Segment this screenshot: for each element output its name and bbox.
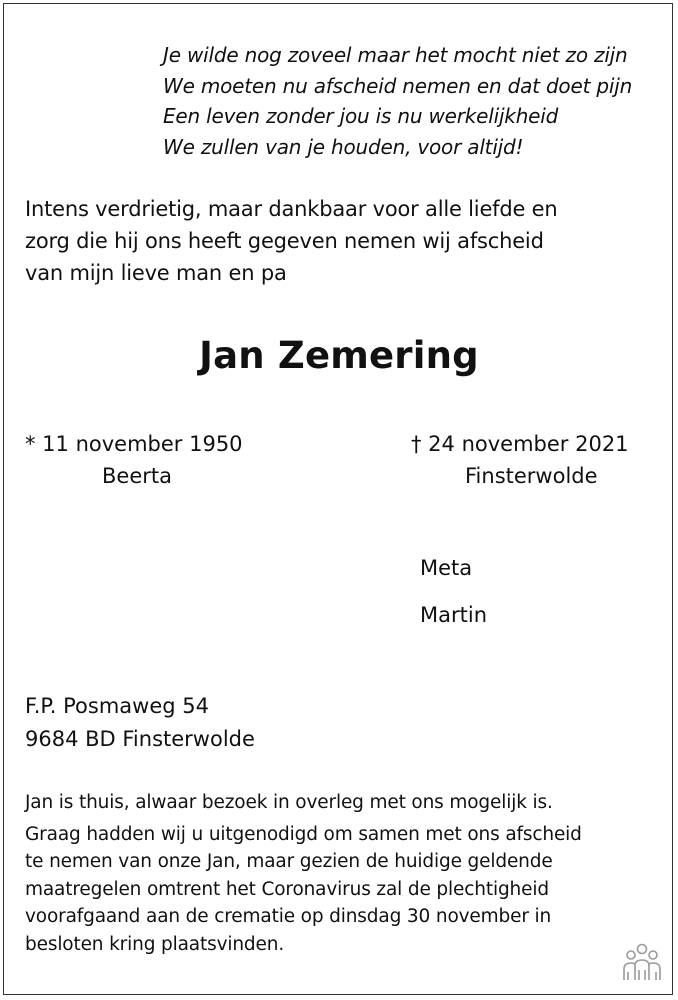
people-group-icon	[620, 942, 664, 984]
poem-line: Je wilde nog zoveel maar het mocht niet zo zijn	[163, 43, 628, 67]
poem-line: Een leven zonder jou is nu werkelijkheid	[163, 104, 559, 128]
ceremony-line: te nemen van onze Jan, maar gezien de huidige geldende	[25, 851, 553, 872]
intro-line: van mijn lieve man en pa	[25, 261, 287, 285]
relative-name: Meta	[420, 556, 473, 580]
poem-line: We zullen van je houden, voor altijd!	[163, 134, 524, 159]
ceremony-note	[25, 821, 582, 959]
address-street: F.P. Posmaweg 54	[25, 694, 209, 718]
birth-place: Beerta	[102, 464, 172, 488]
death-place: Finsterwolde	[465, 464, 598, 488]
visit-note: Jan is thuis, alwaar bezoek in overleg met ons mogelijk is.	[25, 792, 553, 813]
ceremony-line: voorafgaand aan de crematie op dinsdag 30 november in	[25, 906, 552, 927]
notes	[25, 789, 582, 958]
intro-line: Intens verdrietig, maar dankbaar voor alle liefde en	[25, 197, 558, 221]
relative-name: Martin	[420, 603, 487, 627]
birth-date: * 11 november 1950	[25, 432, 243, 456]
ceremony-line: maatregelen omtrent het Coronavirus zal de plechtigheid	[25, 878, 549, 900]
death-info	[411, 428, 629, 492]
poem	[163, 40, 632, 162]
relatives-list	[420, 553, 487, 647]
ceremony-line: besloten kring plaatsvinden.	[25, 933, 285, 955]
death-date: † 24 november 2021	[411, 432, 629, 456]
birth-info	[25, 428, 243, 492]
ceremony-line: Graag hadden wij u uitgenodigd om samen met ons afscheid	[25, 823, 582, 845]
poem-line: We moeten nu afscheid nemen en dat doet pijn	[163, 73, 633, 98]
intro-text	[25, 193, 558, 289]
address-postal-city: 9684 BD Finsterwolde	[25, 727, 255, 751]
address	[25, 690, 255, 756]
deceased-name: Jan Zemering	[199, 334, 479, 377]
intro-line: zorg die hij ons heeft gegeven nemen wij afscheid	[25, 229, 544, 253]
